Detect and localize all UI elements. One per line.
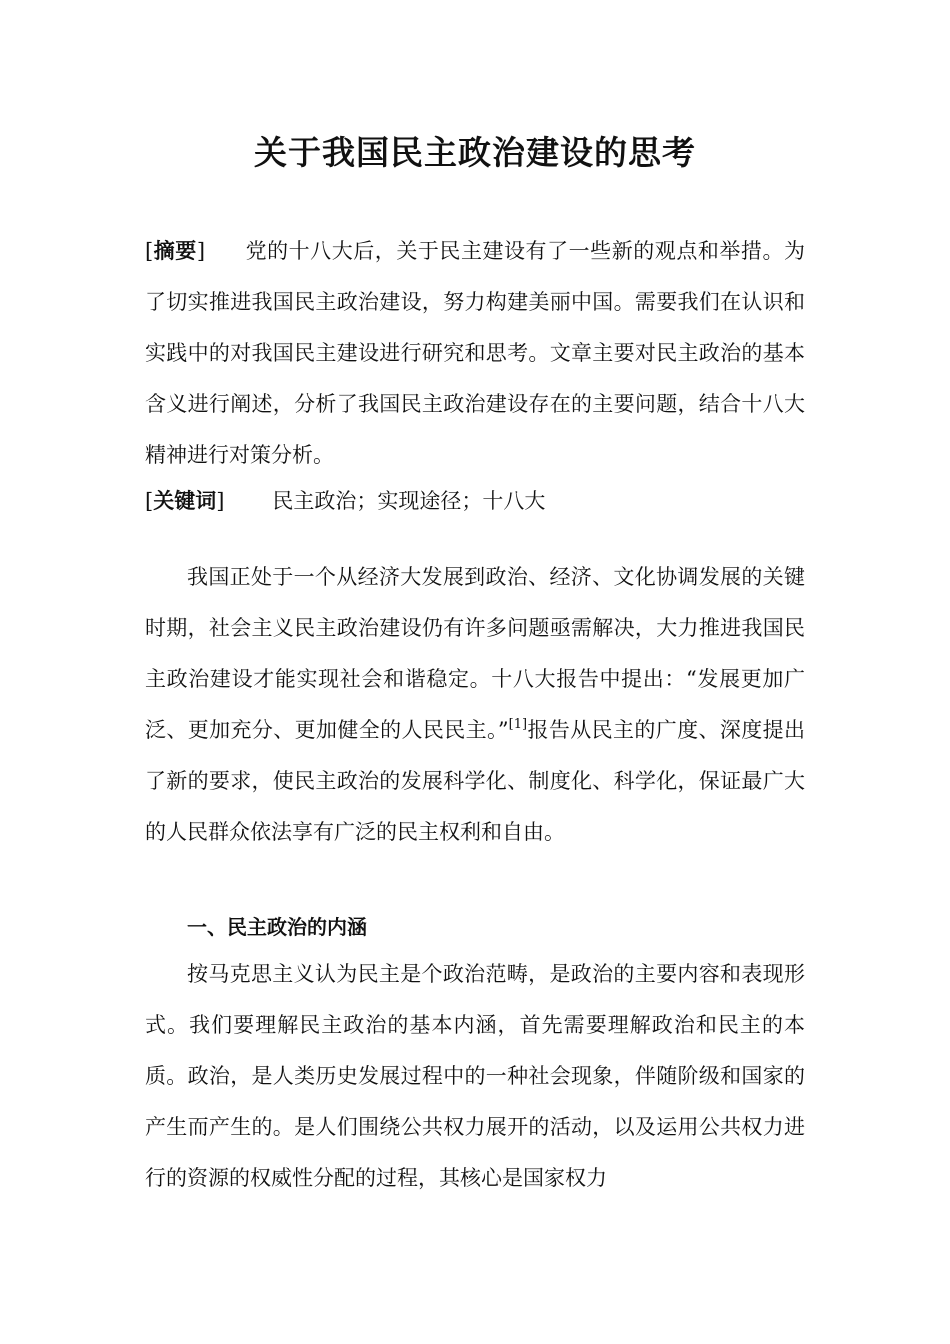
intro-text-after-ref: 报告从民主的广度、深度提出了新的要求，使民主政治的发展科学化、制度化、科学化，保证最广大的人民群众依法享有广泛的民主权利和自由。: [145, 718, 806, 844]
keywords-bracket-close: ]: [216, 489, 225, 513]
abstract-text: 党的十八大后，关于民主建设有了一些新的观点和举措。为了切实推进我国民主政治建设，努力构建美丽中国。需要我们在认识和实践中的对我国民主建设进行研究和思考。文章主要对民主政治的基本含义进行阐述，分析了我国民主政治建设存在的主要问题，结合十八大精神进行对策分析。: [145, 239, 806, 467]
intro-paragraph: [145, 552, 805, 858]
keywords-label: 关键词: [153, 488, 217, 513]
intro-text-before-ref: 我国正处于一个从经济大发展到政治、经济、文化协调发展的关键时期，社会主义民主政治建设仍有许多问题亟需解决，大力推进我国民主政治建设才能实现社会和谐稳定。十八大报告中提出：“发展更加广泛、更加充分、更加健全的人民民主。”: [145, 565, 805, 742]
document-title: 关于我国民主政治建设的思考: [254, 133, 696, 172]
abstract-label: 摘要: [153, 238, 197, 263]
reference-marker: [1]: [508, 717, 528, 732]
abstract-bracket-open: [: [145, 239, 154, 263]
keywords-section: [145, 475, 805, 527]
keywords-bracket-open: [: [145, 489, 154, 513]
section-heading-text: 一、民主政治的内涵: [187, 915, 367, 939]
abstract-bracket-close: ]: [196, 239, 206, 263]
keywords-text: 民主政治；实现途径；十八大: [272, 489, 546, 513]
body-paragraph: 按马克思主义认为民主是个政治范畴，是政治的主要内容和表现形式。我们要理解民主政治的基本内涵，首先需要理解政治和民主的本质。政治，是人类历史发展过程中的一种社会现象，伴随阶级和国家的产生而产生的。是人们围绕公共权力展开的活动，以及运用公共权力进行的资源的权威性分配的过程，其核心是国家权力: [145, 962, 805, 1190]
section-heading: [145, 902, 805, 953]
abstract-section: [145, 225, 805, 481]
